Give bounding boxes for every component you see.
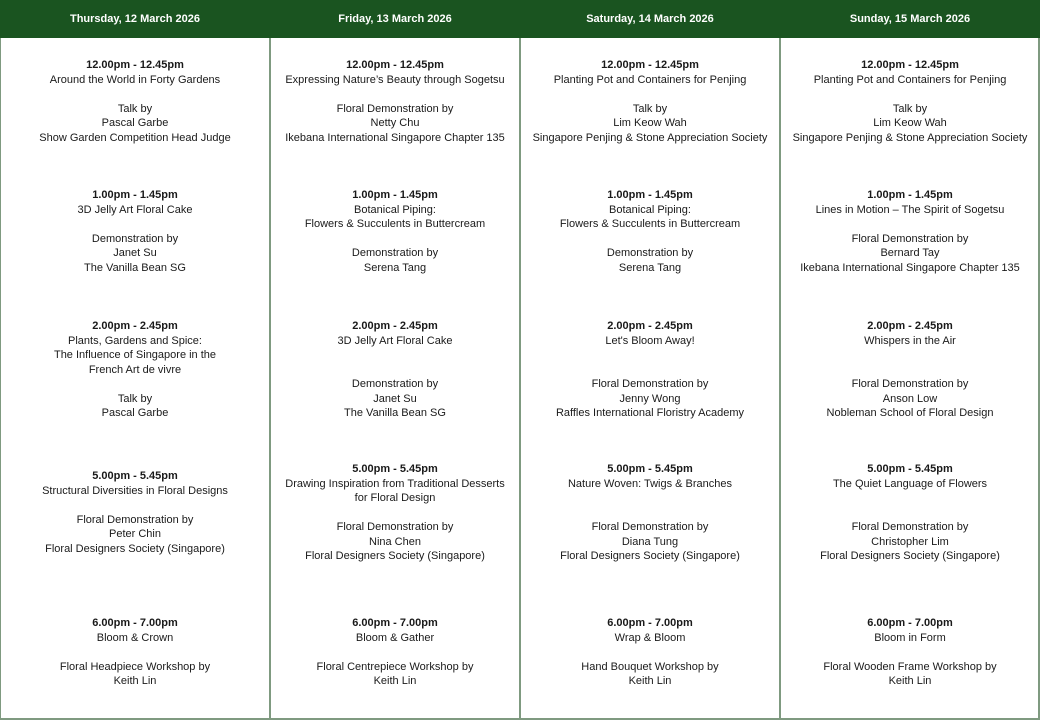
session-time: 5.00pm - 5.45pm — [607, 463, 693, 475]
session-title: Whispers in the Air — [864, 334, 956, 347]
session-role: Talk by — [117, 102, 153, 115]
grid-line-left — [0, 38, 1, 720]
session-organisation: Floral Designers Society (Singapore) — [820, 550, 1000, 562]
spacer — [520, 506, 780, 521]
session-title: Bloom & Crown — [96, 631, 174, 644]
session-organisation: Floral Designers Society (Singapore) — [305, 550, 485, 562]
session-time: 1.00pm - 1.45pm — [352, 189, 438, 201]
session-role: Floral Demonstration by — [591, 378, 709, 390]
session-title: Botanical Piping: — [609, 203, 691, 216]
spacer — [780, 217, 1040, 232]
session-time: 12.00pm - 12.45pm — [86, 59, 184, 71]
grid-line-divider — [779, 38, 781, 720]
session-speaker: Netty Chu — [370, 117, 420, 129]
spacer — [0, 377, 270, 392]
session-role: Talk by — [892, 102, 928, 115]
session-time: 5.00pm - 5.45pm — [92, 470, 178, 482]
session-title: Let's Bloom Away! — [605, 334, 695, 347]
session-organisation: Singapore Penjing & Stone Appreciation Society — [792, 131, 1028, 144]
spacer — [0, 645, 270, 660]
session-12pm — [520, 58, 780, 145]
session-time: 1.00pm - 1.45pm — [867, 189, 953, 201]
schedule-header-row — [0, 0, 1040, 38]
session-role: Floral Demonstration by — [851, 521, 969, 533]
session-time: 12.00pm - 12.45pm — [346, 59, 444, 71]
session-speaker: Jenny Wong — [619, 392, 681, 405]
session-2pm — [270, 319, 520, 421]
spacer — [780, 348, 1040, 363]
session-title: Bloom & Gather — [355, 631, 435, 644]
session-6pm — [780, 616, 1040, 689]
session-title: Bloom in Form — [874, 631, 946, 644]
session-time: 2.00pm - 2.45pm — [352, 320, 438, 332]
session-12pm — [0, 58, 270, 145]
session-speaker: Keith Lin — [888, 675, 932, 687]
session-organisation: Singapore Penjing & Stone Appreciation Society — [532, 131, 768, 144]
session-organisation: Nobleman School of Floral Design — [826, 407, 994, 419]
session-2pm — [520, 319, 780, 421]
session-speaker: Diana Tung — [621, 535, 679, 548]
spacer — [0, 87, 270, 102]
session-title: Nature Woven: Twigs & Branches — [567, 477, 733, 490]
session-role: Floral Centrepiece Workshop by — [316, 660, 474, 673]
day-column-thursday — [0, 38, 270, 720]
session-speaker: Serena Tang — [618, 261, 682, 274]
session-speaker: Pascal Garbe — [101, 407, 169, 419]
session-organisation: The Vanilla Bean SG — [84, 261, 186, 274]
session-title: Drawing Inspiration from Traditional Desserts — [285, 477, 505, 490]
session-organisation: Floral Designers Society (Singapore) — [45, 542, 225, 555]
spacer — [270, 506, 520, 521]
day-column-saturday — [520, 38, 780, 720]
session-speaker: Nina Chen — [369, 535, 421, 548]
session-speaker: Serena Tang — [363, 261, 427, 274]
session-time: 12.00pm - 12.45pm — [601, 59, 699, 71]
session-speaker: Lim Keow Wah — [613, 117, 687, 129]
session-title: The Quiet Language of Flowers — [832, 477, 988, 490]
spacer — [270, 348, 520, 363]
session-role: Talk by — [117, 392, 153, 405]
session-organisation: Ikebana International Singapore Chapter 135 — [285, 131, 505, 144]
spacer — [0, 217, 270, 232]
session-2pm — [0, 319, 270, 421]
session-title: Wrap & Bloom — [614, 631, 686, 644]
day-header-saturday: Saturday, 14 March 2026 — [586, 13, 714, 25]
grid-line-divider — [519, 38, 521, 720]
spacer — [270, 232, 520, 247]
session-time: 5.00pm - 5.45pm — [867, 463, 953, 475]
session-time: 1.00pm - 1.45pm — [607, 189, 693, 201]
session-1pm — [270, 188, 520, 275]
spacer — [520, 87, 780, 102]
session-speaker: Keith Lin — [113, 675, 157, 687]
session-role: Hand Bouquet Workshop by — [581, 660, 719, 673]
session-title: Structural Diversities in Floral Designs — [42, 484, 228, 497]
session-organisation: Ikebana International Singapore Chapter 135 — [800, 261, 1020, 274]
session-time: 12.00pm - 12.45pm — [861, 59, 959, 71]
session-speaker: Pascal Garbe — [101, 117, 169, 129]
session-role: Floral Demonstration by — [851, 378, 969, 390]
session-title: Around the World in Forty Gardens — [49, 73, 221, 86]
day-header-sunday: Sunday, 15 March 2026 — [849, 13, 971, 25]
session-time: 6.00pm - 7.00pm — [867, 617, 953, 629]
session-time: 2.00pm - 2.45pm — [867, 320, 953, 332]
spacer — [520, 363, 780, 378]
session-speaker: Janet Su — [113, 247, 157, 259]
spacer — [780, 506, 1040, 521]
session-speaker: Keith Lin — [628, 675, 672, 687]
session-organisation: The Vanilla Bean SG — [344, 407, 446, 419]
session-role: Talk by — [632, 102, 668, 115]
spacer — [520, 645, 780, 660]
session-time: 6.00pm - 7.00pm — [607, 617, 693, 629]
session-time: 6.00pm - 7.00pm — [92, 617, 178, 629]
session-1pm — [780, 188, 1040, 275]
session-2pm — [780, 319, 1040, 421]
spacer — [780, 363, 1040, 378]
spacer — [270, 645, 520, 660]
session-title: Planting Pot and Containers for Penjing — [553, 73, 747, 86]
session-role: Demonstration by — [91, 232, 179, 245]
session-title: Flowers & Succulents in Buttercream — [559, 218, 741, 230]
session-5pm — [520, 462, 780, 564]
spacer — [780, 491, 1040, 506]
session-title: French Art de vivre — [88, 363, 182, 376]
session-title: Planting Pot and Containers for Penjing — [813, 73, 1007, 86]
spacer — [0, 498, 270, 513]
session-12pm — [270, 58, 520, 145]
session-title: Flowers & Succulents in Buttercream — [304, 218, 486, 230]
spacer — [270, 363, 520, 378]
day-column-friday — [270, 38, 520, 720]
session-1pm — [520, 188, 780, 275]
session-speaker: Christopher Lim — [871, 535, 949, 548]
spacer — [270, 87, 520, 102]
session-role: Floral Demonstration by — [591, 521, 709, 533]
session-6pm — [270, 616, 520, 689]
session-role: Floral Wooden Frame Workshop by — [823, 660, 997, 673]
session-title: for Floral Design — [354, 492, 436, 504]
grid-line-divider — [269, 38, 271, 720]
session-speaker: Peter Chin — [109, 528, 161, 540]
session-time: 5.00pm - 5.45pm — [352, 463, 438, 475]
session-speaker: Bernard Tay — [880, 247, 940, 259]
session-role: Floral Demonstration by — [76, 513, 194, 526]
spacer — [520, 491, 780, 506]
session-role: Floral Demonstration by — [851, 232, 969, 245]
spacer — [780, 645, 1040, 660]
session-speaker: Janet Su — [373, 392, 417, 405]
session-title: 3D Jelly Art Floral Cake — [77, 203, 193, 216]
session-speaker: Keith Lin — [373, 675, 417, 687]
day-header-friday: Friday, 13 March 2026 — [338, 13, 452, 25]
session-12pm — [780, 58, 1040, 145]
session-organisation: Raffles International Floristry Academy — [555, 407, 745, 419]
spacer — [780, 87, 1040, 102]
session-title: Plants, Gardens and Spice: — [68, 334, 202, 347]
session-title: 3D Jelly Art Floral Cake — [337, 334, 453, 347]
session-speaker: Lim Keow Wah — [873, 117, 947, 129]
session-role: Floral Demonstration by — [336, 102, 454, 115]
session-role: Demonstration by — [606, 247, 694, 259]
session-speaker: Anson Low — [882, 392, 938, 405]
session-5pm — [270, 462, 520, 564]
session-6pm — [520, 616, 780, 689]
session-organisation: Show Garden Competition Head Judge — [39, 131, 231, 144]
session-5pm — [780, 462, 1040, 564]
session-organisation: Floral Designers Society (Singapore) — [560, 550, 740, 562]
session-title: Lines in Motion – The Spirit of Sogetsu — [815, 203, 1005, 216]
session-title: Expressing Nature’s Beauty through Sogetsu — [285, 73, 505, 86]
session-title: Botanical Piping: — [354, 203, 436, 216]
session-time: 6.00pm - 7.00pm — [352, 617, 438, 629]
session-role: Demonstration by — [351, 378, 439, 390]
spacer — [520, 348, 780, 363]
session-time: 2.00pm - 2.45pm — [607, 320, 693, 332]
session-role: Demonstration by — [351, 247, 439, 259]
day-header-thursday: Thursday, 12 March 2026 — [69, 13, 201, 25]
session-role: Floral Demonstration by — [336, 521, 454, 533]
session-role: Floral Headpiece Workshop by — [59, 660, 211, 673]
day-column-sunday — [780, 38, 1040, 720]
session-6pm — [0, 616, 270, 689]
session-time: 1.00pm - 1.45pm — [92, 189, 178, 201]
spacer — [520, 232, 780, 247]
session-time: 2.00pm - 2.45pm — [92, 320, 178, 332]
session-title: The Influence of Singapore in the — [53, 349, 217, 361]
session-1pm — [0, 188, 270, 275]
session-5pm — [0, 469, 270, 556]
